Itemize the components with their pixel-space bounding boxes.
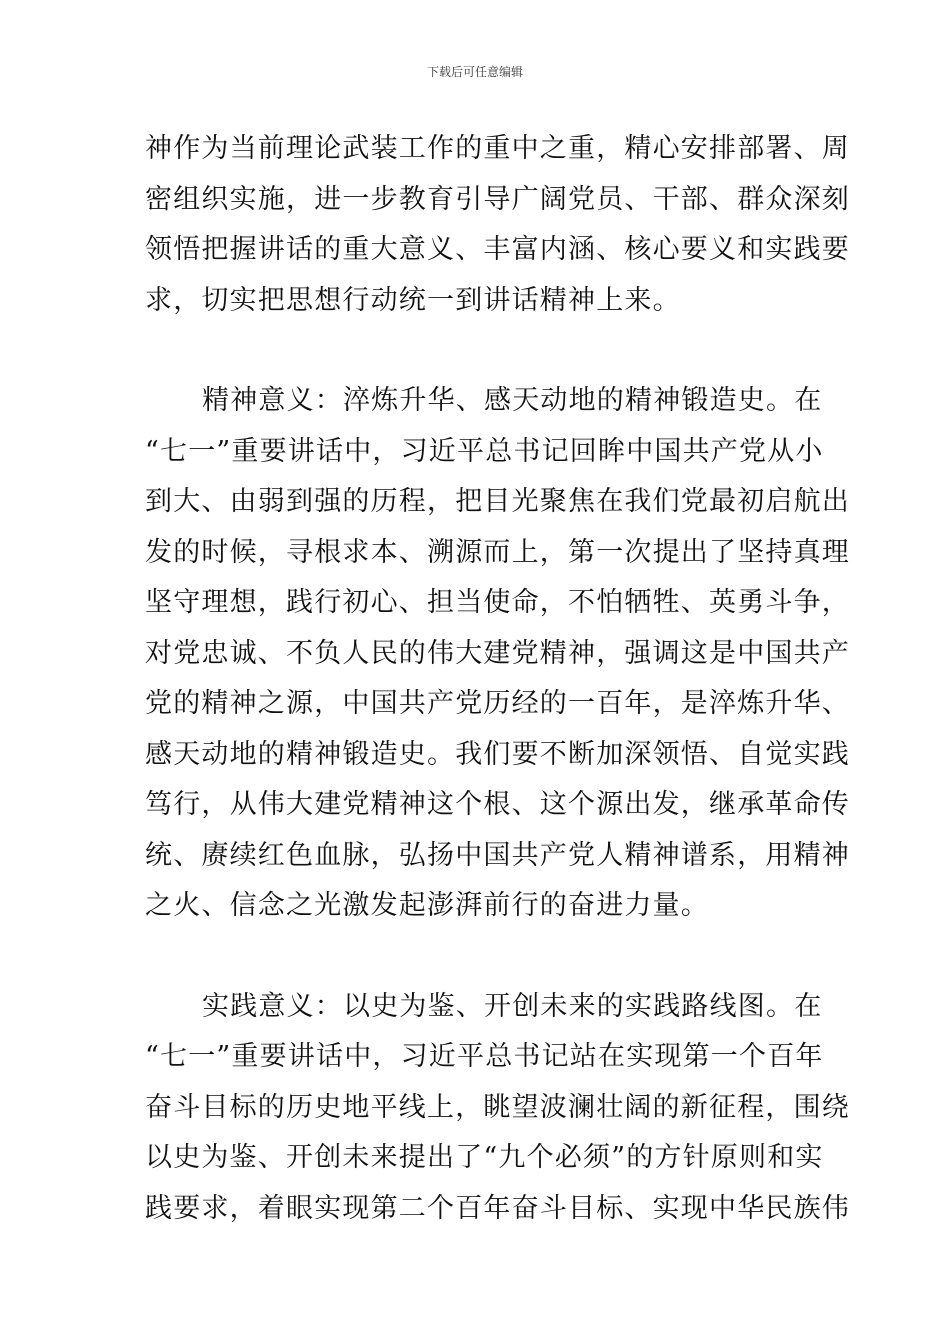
paragraph-gap (145, 932, 810, 982)
text-line: 以史为鉴、开创未来提出了“九个必须”的方针原则和实 (145, 1142, 824, 1173)
text-line: 之火、信念之光激发起澎湃前行的奋进力量。 (145, 890, 709, 921)
page-header: 下载后可任意编辑 (426, 65, 523, 79)
text-line: 坚守理想，践行初心、担当使命，不怕牺牲、英勇斗争， (145, 587, 850, 618)
text-line: 感天动地的精神锻造史。我们要不断加深领悟、自觉实践 (145, 738, 850, 770)
text-line: 求，切实把思想行动统一到讲话精神上来。 (145, 284, 681, 316)
text-line: 发的时候，寻根求本、溯源而上，第一次提出了坚持真理 (145, 536, 850, 568)
paragraph-gap (145, 326, 810, 376)
text-line: 对党忠诚、不负人民的伟大建党精神，强调这是中国共产 (145, 637, 850, 669)
paragraph-practical-significance (145, 982, 850, 1235)
paragraph-spiritual-significance (145, 376, 850, 932)
text-line: 践要求，着眼实现第二个百年奋斗目标、实现中华民族伟 (145, 1192, 850, 1224)
text-line: “七一”重要讲话中，习近平总书记回眸中国共产党从小 (145, 435, 824, 467)
document-body (145, 124, 850, 1234)
text-line: 神作为当前理论武装工作的重中之重，精心安排部署、周 (145, 133, 850, 164)
text-line: 密组织实施，进一步教育引导广阔党员、干部、群众深刻 (145, 183, 850, 215)
text-line: “七一”重要讲话中，习近平总书记站在实现第一个百年 (145, 1041, 824, 1072)
paragraph-continuation (145, 124, 850, 326)
text-line: 领悟把握讲话的重大意义、丰富内涵、核心要义和实践要 (145, 234, 850, 265)
text-line: 到大、由弱到强的历程，把目光聚焦在我们党最初启航出 (145, 486, 850, 517)
text-line: 党的精神之源，中国共产党历经的一百年，是淬炼升华、 (145, 688, 850, 719)
text-line: 笃行，从伟大建党精神这个根、这个源出发，继承革命传 (145, 789, 850, 820)
text-line: 统、赓续红色血脉，弘扬中国共产党人精神谱系，用精神 (145, 839, 850, 871)
text-line: 实践意义：以史为鉴、开创未来的实践路线图。在 (202, 990, 823, 1022)
text-line: 精神意义：淬炼升华、感天动地的精神锻造史。在 (202, 385, 823, 416)
text-line: 奋斗目标的历史地平线上，眺望波澜壮阔的新征程，围绕 (145, 1091, 850, 1123)
